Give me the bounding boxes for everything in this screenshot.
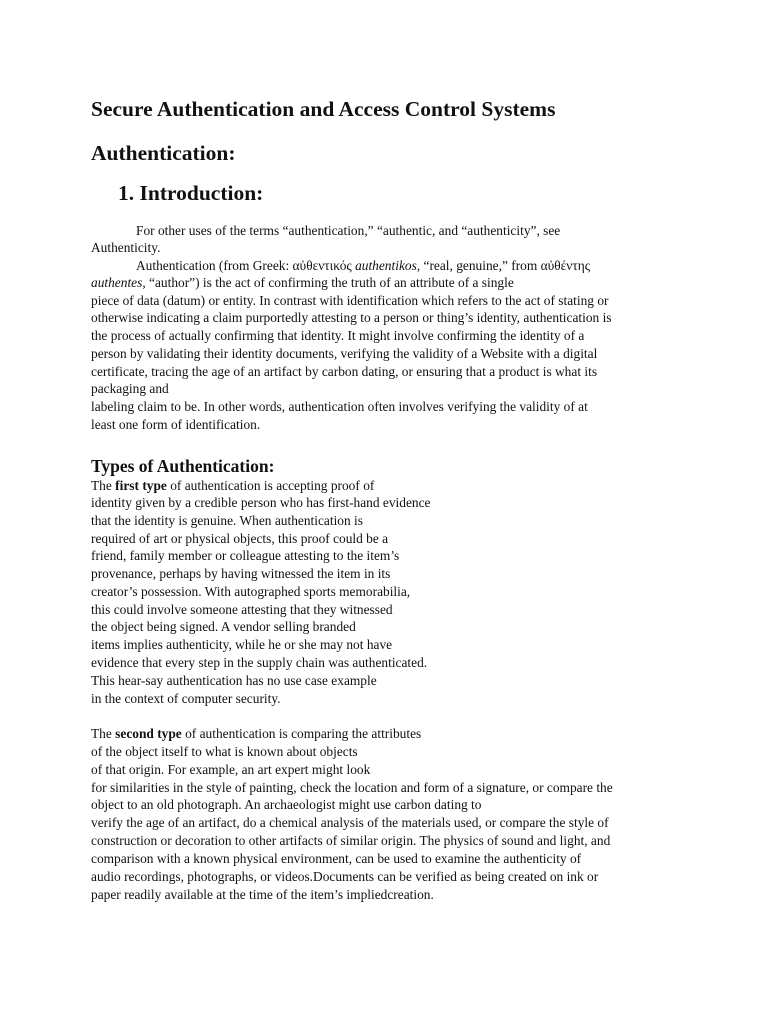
second-type-line: The second type of authentication is comparing the attributes — [91, 726, 422, 741]
first-type-line: items implies authenticity, while he or she may not have — [91, 637, 393, 652]
first-type-line: the object being signed. A vendor selling branded — [91, 619, 356, 634]
intro-line: labeling claim to be. In other words, authentication often involves verifying the validity of at — [91, 399, 588, 414]
first-type-line: The first type of authentication is accepting proof of — [91, 478, 375, 493]
second-type-line: of that origin. For example, an art expert might look — [91, 762, 371, 777]
first-type-line: evidence that every step in the supply chain was authenticated. — [91, 655, 428, 670]
first-type-line: in the context of computer security. — [91, 691, 281, 706]
first-type-line: this could involve someone attesting that they witnessed — [91, 602, 393, 617]
intro-line: piece of data (datum) or entity. In contrast with identification which refers to the act of stating or — [91, 293, 609, 308]
first-type-line: identity given by a credible person who has first-hand evidence — [91, 495, 431, 510]
second-type-line: verify the age of an artifact, do a chemical analysis of the materials used, or compare the style of — [91, 815, 609, 830]
first-type-line: creator’s possession. With autographed sports memorabilia, — [91, 584, 411, 599]
intro-heading: 1. Introduction: — [118, 181, 264, 205]
second-type-line: construction or decoration to other artifacts of similar origin. The physics of sound and light, and — [91, 833, 611, 848]
intro-line: Authentication (from Greek: αὐθεντικός authentikos, “real, genuine,” from αὐθέντης — [136, 258, 591, 273]
intro-line: person by validating their identity documents, verifying the validity of a Website with a digital — [91, 346, 598, 361]
intro-line: For other uses of the terms “authentication,” “authentic, and “authenticity”, see — [136, 223, 561, 238]
intro-line: least one form of identification. — [91, 417, 261, 432]
second-type-line: for similarities in the style of painting, check the location and form of a signature, or compare the — [91, 780, 613, 795]
second-type-line: paper readily available at the time of the item’s impliedcreation. — [91, 887, 434, 902]
intro-line: Authenticity. — [91, 240, 161, 255]
intro-line: authentes, “author”) is the act of confirming the truth of an attribute of a single — [91, 275, 514, 290]
second-type-line: object to an old photograph. An archaeologist might use carbon dating to — [91, 797, 482, 812]
document-title: Secure Authentication and Access Control Systems — [91, 97, 556, 121]
intro-line: certificate, tracing the age of an artifact by carbon dating, or ensuring that a product is what its — [91, 364, 598, 379]
intro-line: packaging and — [91, 381, 169, 396]
first-type-line: friend, family member or colleague attesting to the item’s — [91, 548, 400, 563]
first-type-line: required of art or physical objects, this proof could be a — [91, 531, 389, 546]
section-heading: Authentication: — [91, 141, 236, 165]
second-type-line: of the object itself to what is known about objects — [91, 744, 358, 759]
types-heading: Types of Authentication: — [91, 456, 275, 476]
first-type-line: that the identity is genuine. When authentication is — [91, 513, 363, 528]
first-type-line: provenance, perhaps by having witnessed the item in its — [91, 566, 391, 581]
second-type-line: audio recordings, photographs, or videos.Documents can be verified as being created on ink or — [91, 869, 599, 884]
intro-line: otherwise indicating a claim purportedly attesting to a person or thing’s identity, authentication is — [91, 310, 612, 325]
intro-line: the process of actually confirming that identity. It might involve confirming the identity of a — [91, 328, 585, 343]
first-type-line: This hear-say authentication has no use case example — [91, 673, 377, 688]
second-type-line: comparison with a known physical environment, can be used to examine the authenticity of — [91, 851, 582, 866]
